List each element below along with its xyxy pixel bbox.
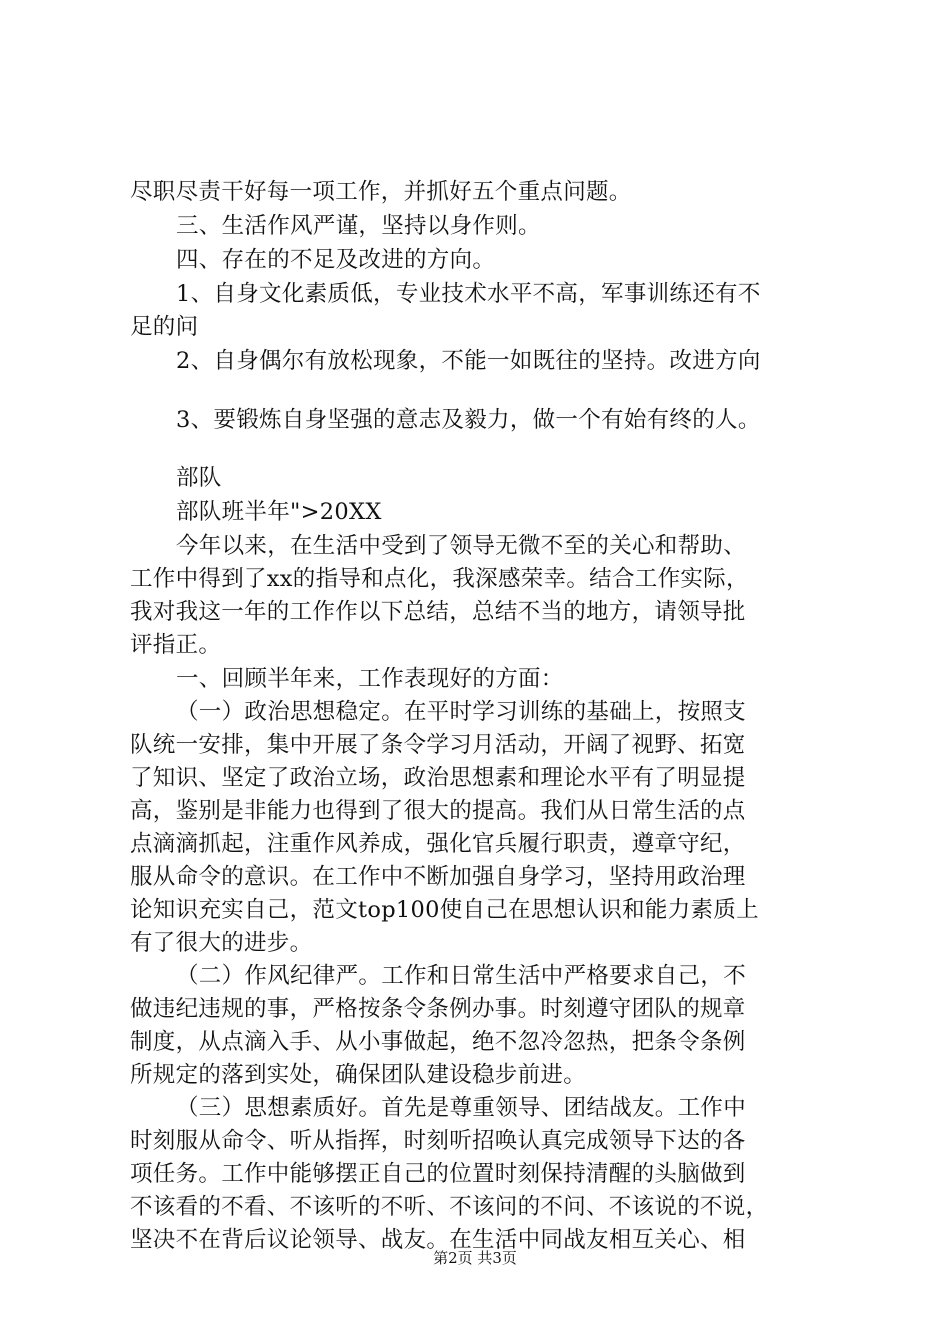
text-line-14: 一、回顾半年来，工作表现好的方面： — [176, 666, 564, 692]
text-line-18: 高，鉴别是非能力也得到了很大的提高。我们从日常生活的点 — [130, 798, 746, 824]
text-line-11: 工作中得到了xx的指导和点化，我深感荣幸。结合工作实际， — [130, 566, 749, 592]
text-line-3: 四、存在的不足及改进的方向。 — [176, 247, 496, 273]
text-line-8: 部队 — [176, 465, 222, 491]
page-footer: 第2页 共3页 — [433, 1249, 517, 1267]
text-line-28: 时刻服从命令、听从指挥，时刻听招唤认真完成领导下达的各 — [130, 1128, 746, 1154]
text-line-23: （二）作风纪律严。工作和日常生活中严格要求自己，不 — [176, 963, 747, 989]
text-line-31: 坚决不在背后议论领导、战友。在生活中同战友相互关心、相 — [130, 1227, 746, 1253]
text-line-1: 尽职尽责干好每一项工作，并抓好五个重点问题。 — [130, 179, 632, 205]
text-line-13: 评指正。 — [130, 632, 222, 658]
text-line-21: 论知识充实自己，范文top100使自己在思想认识和能力素质上 — [130, 897, 759, 923]
text-line-4: 1、自身文化素质低，专业技术水平不高，军事训练还有不 — [176, 281, 761, 307]
text-line-2: 三、生活作风严谨，坚持以身作则。 — [176, 213, 541, 239]
text-line-15: （一）政治思想稳定。在平时学习训练的基础上，按照支 — [176, 699, 747, 725]
text-line-10: 今年以来，在生活中受到了领导无微不至的关心和帮助、 — [176, 533, 747, 559]
text-line-24: 做违纪违规的事，严格按条令条例办事。时刻遵守团队的规章 — [130, 996, 746, 1022]
text-line-7: 3、要锻炼自身坚强的意志及毅力，做一个有始有终的人。 — [176, 407, 761, 433]
text-line-25: 制度，从点滴入手、从小事做起，绝不忽冷忽热，把条令条例 — [130, 1029, 746, 1055]
text-line-12: 我对我这一年的工作作以下总结，总结不当的地方，请领导批 — [130, 599, 746, 625]
text-line-22: 有了很大的进步。 — [130, 930, 313, 956]
text-line-19: 点滴滴抓起，注重作风养成，强化官兵履行职责，遵章守纪， — [130, 831, 746, 857]
text-line-26: 所规定的落到实处，确保团队建设稳步前进。 — [130, 1062, 587, 1088]
text-line-16: 队统一安排，集中开展了条令学习月活动，开阔了视野、拓宽 — [130, 732, 746, 758]
text-line-17: 了知识、坚定了政治立场，政治思想素和理论水平有了明显提 — [130, 765, 746, 791]
text-line-9: 部队班半年">20XX — [176, 499, 382, 525]
text-line-20: 服从命令的意识。在工作中不断加强自身学习，坚持用政治理 — [130, 864, 746, 890]
text-line-6: 2、自身偶尔有放松现象，不能一如既往的坚持。改进方向 — [176, 348, 761, 374]
text-line-5: 足的问 — [130, 314, 199, 340]
text-line-29: 项任务。工作中能够摆正自己的位置时刻保持清醒的头脑做到 — [130, 1161, 746, 1187]
text-line-27: （三）思想素质好。首先是尊重领导、团结战友。工作中 — [176, 1095, 747, 1121]
text-line-30: 不该看的不看、不该听的不听、不该问的不问、不该说的不说， — [130, 1194, 769, 1220]
